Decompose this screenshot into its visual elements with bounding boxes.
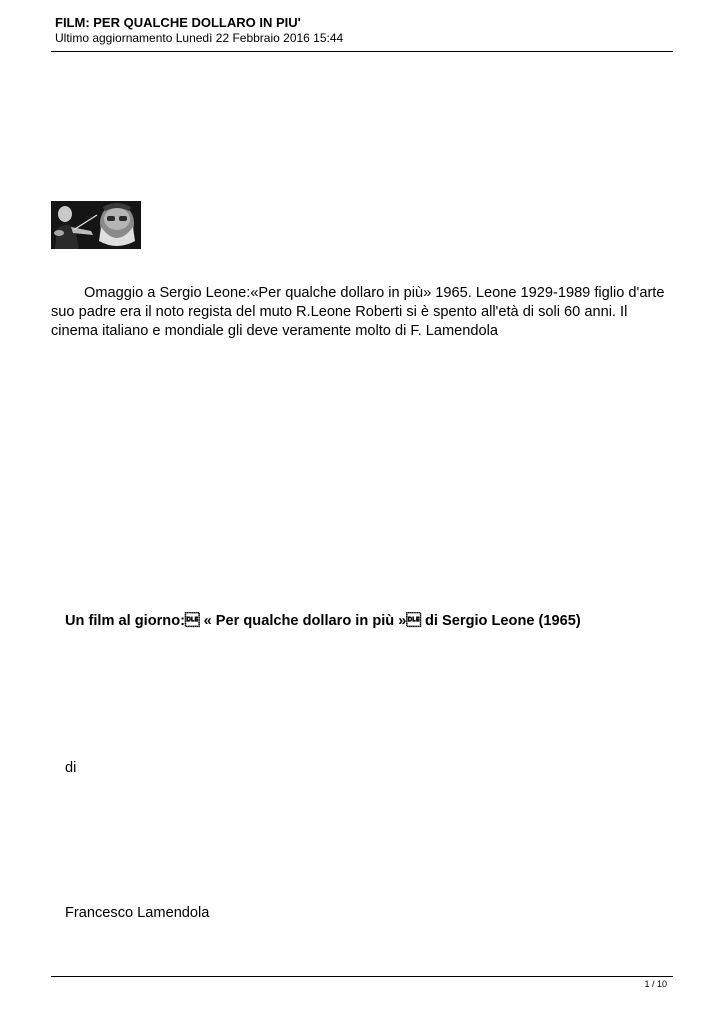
photo-sergio-leone-icon <box>51 201 141 249</box>
intro-paragraph: Omaggio a Sergio Leone:«Per qualche dollaro in più» 1965. Leone 1929-1989 figlio d'arte suo padre era il noto regista del muto R.Leone Roberti si è spento all'età di soli 60 anni. Il cinema italiano e mondiale gli deve veramente molto di F. Lamendola <box>51 285 665 339</box>
byline-prefix: di <box>65 760 77 776</box>
last-updated: Ultimo aggiornamento Lunedì 22 Febbraio 2016 15:44 <box>55 31 344 45</box>
header-divider <box>51 51 673 52</box>
footer-divider <box>51 976 673 977</box>
author-name: Francesco Lamendola <box>65 905 210 921</box>
document-title: FILM: PER QUALCHE DOLLARO IN PIU' <box>55 15 301 30</box>
film-heading: Un film al giorno: « Per qualche dollaro in più » di Sergio Leone (1965) <box>65 613 581 629</box>
page-number: 1 / 10 <box>644 979 667 989</box>
